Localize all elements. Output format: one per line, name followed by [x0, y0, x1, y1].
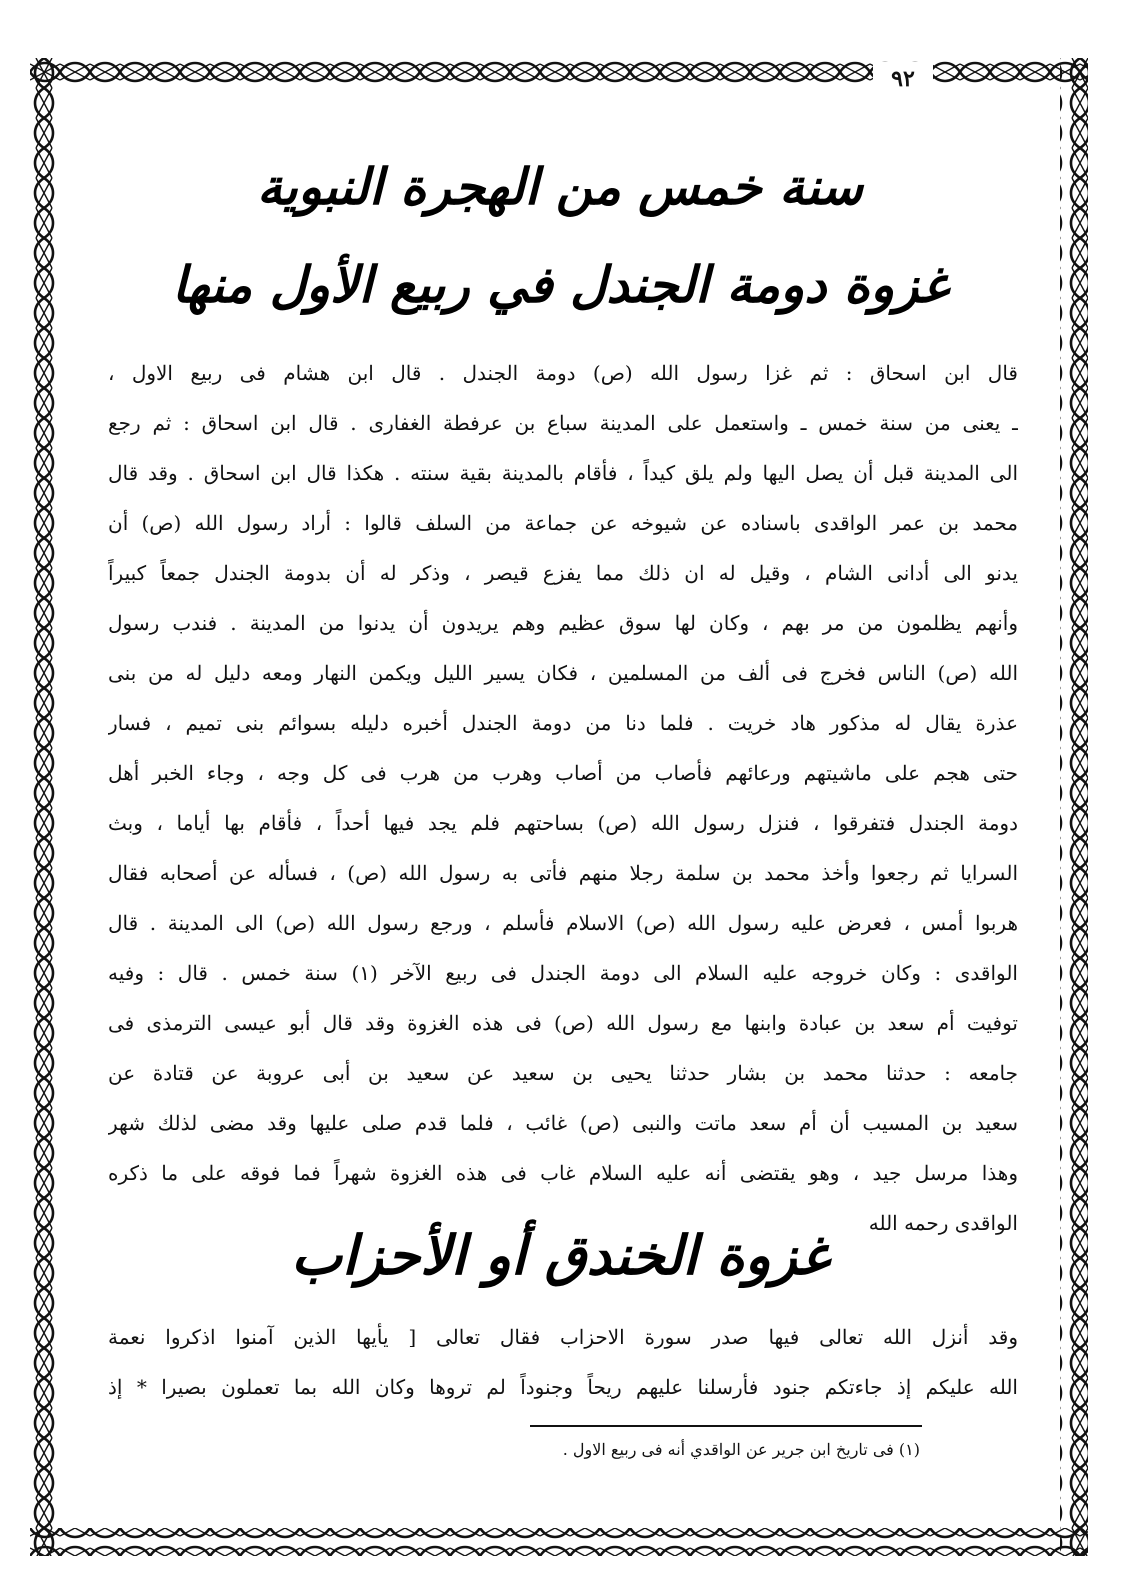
text-line: وقد أنزل الله تعالى فيها صدر سورة الاحزاب فقال تعالى [ يأيها الذين آمنوا اذكروا نعمة [108, 1325, 1018, 1349]
section-title-khandaq: غزوة الخندق أو الأحزاب [291, 1223, 829, 1287]
footnote-divider [530, 1425, 922, 1427]
text-line: وأنهم يظلمون من مر بهم ، وكان لها سوق عظيم وهم يريدون أن يدنوا من المدينة . فندب رسول [108, 611, 1018, 635]
text-line: سعيد بن المسيب أن أم سعد ماتت والنبى (ص) غائب ، فلما قدم صلى عليها وقد مضى لذلك شهر [108, 1111, 1018, 1135]
text-line: الواقدى رحمه الله [868, 1211, 1018, 1235]
text-line: حتى هجم على ماشيتهم ورعائهم فأصاب من أصاب وهرب من هرب فى كل وجه ، وجاء الخبر أهل [108, 761, 1018, 785]
section-title-dumat-al-jandal: غزوة دومة الجندل في ربيع الأول منها [172, 255, 948, 314]
text-line: قال ابن اسحاق : ثم غزا رسول الله (ص) دومة الجندل . قال ابن هشام فى ربيع الاول ، [108, 361, 1018, 385]
text-line: الله عليكم إذ جاءتكم جنود فأرسلنا عليهم ريحاً وجنوداً لم تروها وكان الله بما تعملون بصيرا * إذ [108, 1375, 1018, 1399]
text-line: ـ يعنى من سنة خمس ـ واستعمل على المدينة سباع بن عرفطة الغفارى . قال ابن اسحاق : ثم رجع [108, 411, 1018, 435]
text-line: محمد بن عمر الواقدى باسناده عن شيوخه عن جماعة من السلف قالوا : أراد رسول الله (ص) أن [108, 511, 1018, 535]
text-line: يدنو الى أدانى الشام ، وقيل له ان ذلك مما يفزع قيصر ، وذكر له أن بدومة الجندل جمعاً كبيراً [108, 561, 1018, 585]
paragraph-dumat-al-jandal [108, 348, 1018, 1248]
year-title: سنة خمس من الهجرة النبوية [257, 157, 863, 216]
text-line: السرايا ثم رجعوا وأخذ محمد بن سلمة رجلا منهم فأتى به رسول الله (ص) ، فسأله عن أصحابه فقال [108, 861, 1018, 885]
text-line: هربوا أمس ، فعرض عليه رسول الله (ص) الاسلام فأسلم ، ورجع رسول الله (ص) الى المدينة . قال [108, 911, 1018, 935]
text-line: جامعه : حدثنا محمد بن بشار حدثنا يحيى بن سعيد عن سعيد بن أبى عروبة عن قتادة عن [108, 1061, 1018, 1085]
footnote: (١) فى تاريخ ابن جرير عن الواقدي أنه فى ربيع الاول . [562, 1440, 920, 1459]
page-number: ٩٢ [873, 62, 933, 96]
paragraph-khandaq [108, 1312, 1018, 1412]
text-line: الواقدى : وكان خروجه عليه السلام الى دومة الجندل فى ربيع الآخر (١) سنة خمس . قال : وفيه [108, 961, 1018, 985]
text-line: الله (ص) الناس فخرج فى ألف من المسلمين ، فكان يسير الليل ويكمن النهار ومعه دليل له من بنى [108, 661, 1018, 685]
text-line: توفيت أم سعد بن عبادة وابنها مع رسول الله (ص) فى هذه الغزوة وقد قال أبو عيسى الترمذى فى [108, 1011, 1018, 1035]
text-line: عذرة يقال له مذكور هاد خريت . فلما دنا من دومة الجندل أخبره دليله بسوائم بنى تميم ، فسار [108, 711, 1018, 735]
text-line: الى المدينة قبل أن يصل اليها ولم يلق كيداً ، فأقام بالمدينة بقية سنته . هكذا قال ابن اسحاق . وقد قال [108, 461, 1018, 485]
text-line: دومة الجندل فتفرقوا ، فنزل رسول الله (ص) بساحتهم فلم يجد فيها أحداً ، فأقام بها أياما ، وبث [108, 811, 1018, 835]
text-line: وهذا مرسل جيد ، وهو يقتضى أنه عليه السلام غاب فى هذه الغزوة شهراً فما فوقه على ما ذكره [108, 1161, 1018, 1185]
